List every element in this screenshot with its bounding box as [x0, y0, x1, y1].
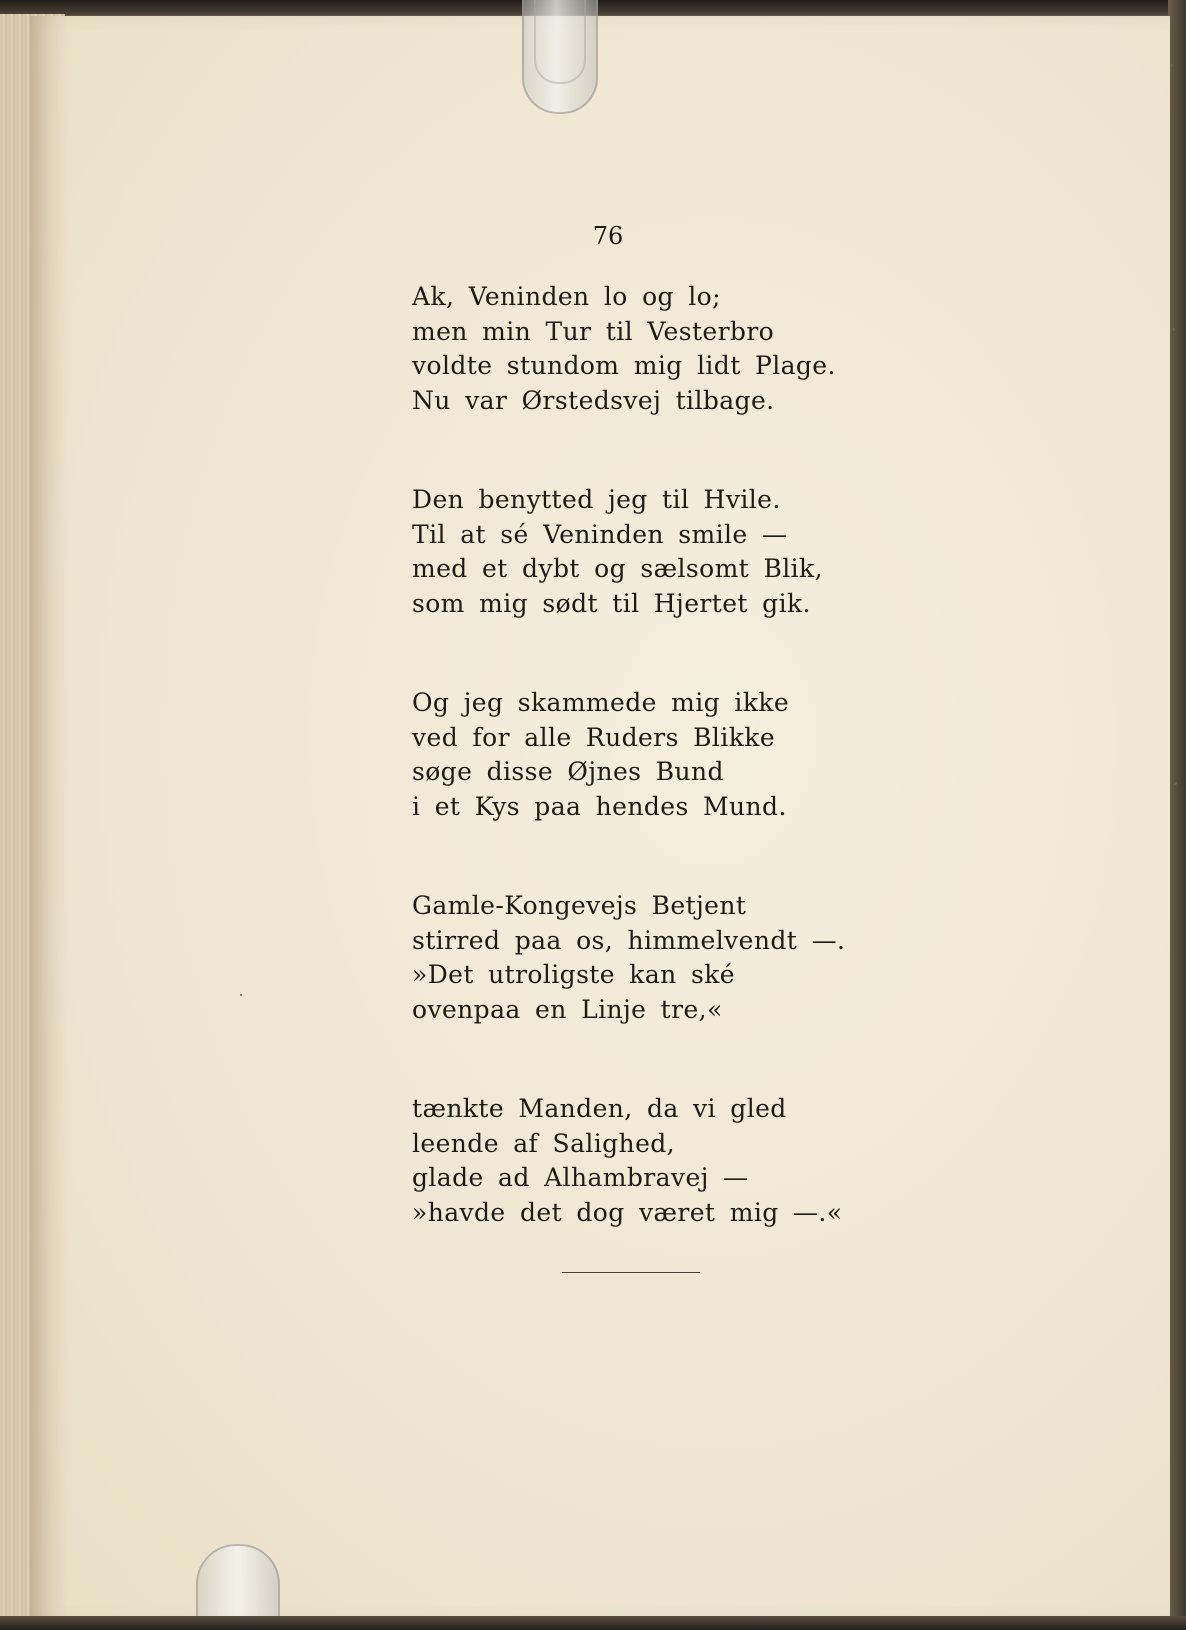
stanza-4 [412, 889, 845, 1027]
verse-line: med et dybt og sælsomt Blik, [412, 554, 823, 583]
verse-line: ved for alle Ruders Blikke [412, 722, 776, 752]
scan-bottom-edge [0, 1616, 1186, 1630]
verse-line: men min Tur til Vesterbro [412, 316, 775, 346]
paper-speck [1172, 328, 1175, 331]
verse-line: som mig sødt til Hjertet gik. [412, 588, 811, 618]
verse-line: i et Kys paa hendes Mund. [412, 791, 787, 821]
verse-line: Nu var Ørstedsvej tilbage. [412, 385, 775, 415]
verse-line: søge disse Øjnes Bund [412, 757, 724, 786]
paper-speck [1170, 64, 1173, 67]
verse-line: Gamle-Kongevejs Betjent [412, 891, 747, 920]
page-number: 76 [592, 222, 624, 250]
verse-line: Til at sé Veninden smile — [412, 519, 788, 549]
gutter-shadow [30, 16, 70, 1620]
paper-speck [240, 994, 242, 996]
verse-line: tænkte Manden, da vi gled [412, 1094, 787, 1123]
verse-line: Ak, Veninden lo og lo; [412, 282, 721, 311]
stanza-5 [412, 1092, 842, 1230]
verse-line: glade ad Alhambravej — [412, 1163, 749, 1192]
stanza-1 [412, 280, 836, 418]
page-clip-top [522, 0, 598, 114]
verse-line: »Det utroligste kan ské [412, 960, 735, 989]
verse-line: voldte stundom mig lidt Plage. [412, 351, 836, 380]
verse-line: Den benytted jeg til Hvile. [412, 485, 781, 514]
stanza-3 [412, 686, 789, 824]
paper-speck [1174, 782, 1177, 785]
verse-line: ovenpaa en Linje tre,« [412, 994, 723, 1024]
verse-line: leende af Salighed, [412, 1128, 676, 1158]
stanza-2 [412, 483, 823, 621]
verse-line: stirred paa os, himmelvendt —. [412, 925, 846, 955]
end-rule-divider [562, 1272, 700, 1273]
verse-line: »havde det dog været mig —.« [412, 1197, 843, 1227]
verse-line: Og jeg skammede mig ikke [412, 688, 790, 717]
